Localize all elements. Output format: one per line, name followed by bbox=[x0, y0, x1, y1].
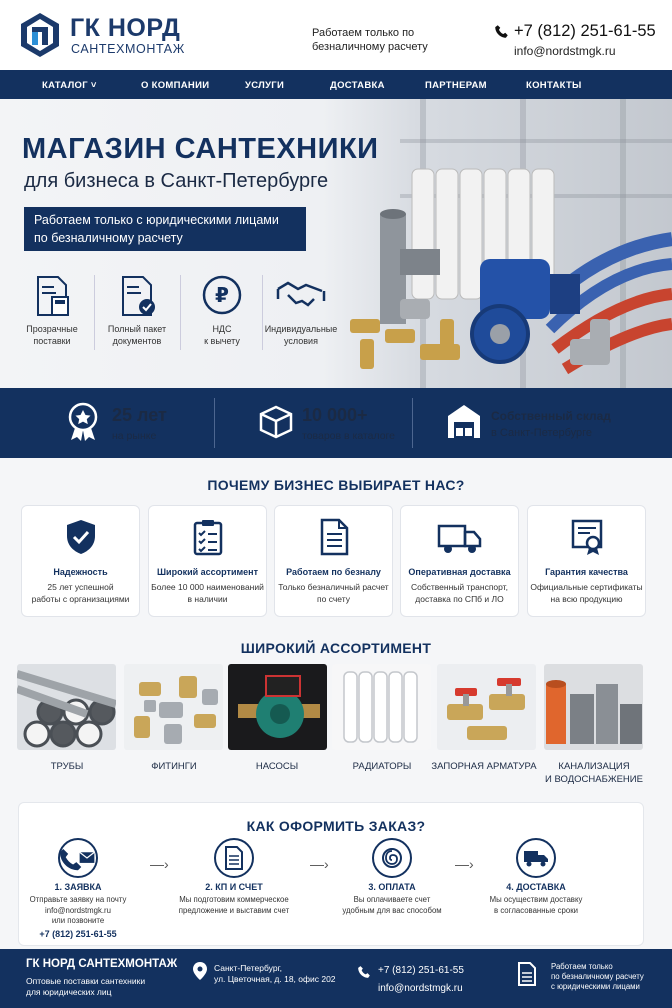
why-card-quality bbox=[527, 505, 646, 617]
order-step-delivery bbox=[476, 838, 596, 916]
feature-label: Индивидуальные bbox=[264, 324, 338, 334]
calculator-doc-icon bbox=[32, 275, 72, 317]
stat-years-number: 25 лет bbox=[112, 405, 167, 425]
why-card-text: Собственный транспорт, bbox=[410, 582, 508, 592]
range-label-pipes[interactable]: ТРУБЫ bbox=[50, 761, 84, 772]
main-nav bbox=[0, 70, 672, 99]
header-email[interactable]: info@nordstmgk.ru bbox=[514, 44, 616, 58]
why-card-title: Оперативная доставка bbox=[408, 567, 511, 577]
footer-note-line: с юридическими лицами bbox=[551, 982, 640, 991]
order-step-phone[interactable]: +7 (812) 251-61-55 bbox=[39, 928, 117, 939]
handshake-icon bbox=[276, 275, 326, 317]
stat-products-number: 10 000+ bbox=[302, 405, 368, 425]
order-step-text: предложение и выставим счет bbox=[178, 905, 290, 915]
product-pipes-image[interactable] bbox=[17, 664, 116, 750]
arrow-icon: —› bbox=[455, 856, 474, 872]
nav-item-delivery[interactable]: ДОСТАВКА bbox=[330, 80, 385, 91]
arrow-icon: —› bbox=[150, 856, 169, 872]
header-phone[interactable]: +7 (812) 251-61-55 bbox=[514, 22, 656, 40]
header-note: Работаем только по безналичному расчету bbox=[312, 27, 428, 53]
why-card-text: Более 10 000 наименований bbox=[151, 582, 264, 592]
order-step-request bbox=[18, 838, 138, 939]
feature-documents bbox=[97, 275, 177, 347]
footer-note-line: Работаем только bbox=[551, 962, 613, 971]
order-step-text: Вы оплачиваете счет bbox=[353, 895, 431, 904]
order-step-text: или позвоните bbox=[51, 916, 105, 925]
why-card-cashless bbox=[274, 505, 393, 617]
order-step-title: 4. ДОСТАВКА bbox=[506, 882, 566, 892]
feature-label: условия bbox=[284, 336, 318, 346]
footer-note-line: по безналичному расчету bbox=[551, 972, 644, 981]
why-section-title: ПОЧЕМУ БИЗНЕС ВЫБИРАЕТ НАС? bbox=[207, 477, 465, 493]
clipboard-list-icon bbox=[191, 518, 225, 556]
order-step-text: Мы осуществим доставку bbox=[489, 895, 583, 904]
why-card-text: доставка по СПб и ЛО bbox=[415, 594, 504, 604]
nav-item-contacts[interactable]: КОНТАКТЫ bbox=[526, 80, 582, 91]
footer-address-line: Санкт-Петербург, bbox=[214, 963, 282, 973]
range-label-radiators[interactable]: РАДИАТОРЫ bbox=[352, 761, 412, 772]
why-card-text: 25 лет успешной bbox=[47, 582, 114, 592]
warehouse-icon bbox=[446, 402, 482, 440]
why-card-text: в наличии bbox=[187, 594, 228, 604]
order-section-title: КАК ОФОРМИТЬ ЗАКАЗ? bbox=[246, 818, 426, 834]
order-step-email[interactable]: info@nordstmgk.ru bbox=[45, 905, 111, 915]
footer-email[interactable]: info@nordstmgk.ru bbox=[378, 983, 463, 994]
order-step-text: Отправьте заявку на почту bbox=[29, 895, 127, 904]
footer-phone[interactable]: +7 (812) 251-61-55 bbox=[378, 965, 464, 976]
hero-title: МАГАЗИН САНТЕХНИКИ bbox=[22, 133, 379, 165]
why-card-text: работы с организациями bbox=[31, 594, 130, 604]
shield-check-icon bbox=[64, 518, 98, 556]
why-card-title: Надежность bbox=[53, 567, 108, 577]
order-step-title: 3. ОПЛАТА bbox=[368, 882, 416, 892]
document-icon bbox=[518, 962, 536, 986]
arrow-icon: —› bbox=[310, 856, 329, 872]
why-card-title: Широкий ассортимент bbox=[157, 567, 258, 577]
ruble-icon bbox=[202, 275, 242, 317]
feature-label: НДС bbox=[212, 324, 232, 334]
range-label-pumps[interactable]: НАСОСЫ bbox=[255, 761, 299, 772]
plumbing-products-image bbox=[340, 159, 672, 388]
document-icon bbox=[317, 518, 351, 556]
footer-address bbox=[214, 963, 336, 985]
order-step-text: удобным для вас способом bbox=[342, 905, 442, 915]
feature-label: Полный пакет bbox=[107, 324, 167, 334]
nav-item-about[interactable]: О КОМПАНИИ bbox=[141, 80, 210, 91]
range-section-title: ШИРОКИЙ АССОРТИМЕНТ bbox=[240, 640, 432, 656]
hero-callout-line2: по безналичному расчету bbox=[34, 231, 183, 245]
product-pumps-image[interactable] bbox=[228, 664, 327, 750]
hero-callout bbox=[24, 207, 306, 251]
why-card-text: на всю продукцию bbox=[550, 594, 623, 604]
feature-label: поставки bbox=[33, 336, 71, 346]
logo-icon[interactable] bbox=[20, 12, 60, 58]
brand-subtitle: САНТЕХМОНТАЖ bbox=[71, 42, 185, 56]
phone-icon bbox=[494, 24, 509, 39]
feature-label: документов bbox=[112, 336, 162, 346]
brand-name[interactable]: ГК НОРД bbox=[70, 14, 181, 42]
certificate-icon bbox=[570, 518, 604, 556]
footer-desc-line: Оптовые поставки сантехники bbox=[26, 976, 146, 986]
range-label-sewage[interactable] bbox=[539, 760, 649, 786]
footer-address-line: ул. Цветочная, д. 18, офис 202 bbox=[214, 974, 336, 984]
phone-mail-icon bbox=[58, 838, 98, 878]
svg-text:₽: ₽ bbox=[215, 283, 229, 307]
feature-individual bbox=[260, 275, 342, 347]
phone-icon bbox=[357, 965, 371, 979]
range-label-fittings[interactable]: ФИТИНГИ bbox=[151, 761, 197, 772]
product-sewage-image[interactable] bbox=[544, 664, 643, 750]
order-step-title: 2. КП И СЧЕТ bbox=[205, 882, 263, 892]
product-radiators-image[interactable] bbox=[332, 664, 431, 750]
product-fittings-image[interactable] bbox=[124, 664, 223, 750]
footer-note bbox=[551, 962, 644, 992]
range-label-line: КАНАЛИЗАЦИЯ bbox=[558, 761, 630, 772]
footer-desc bbox=[26, 976, 145, 998]
feature-vat bbox=[182, 275, 262, 347]
range-label-line: И ВОДОСНАБЖЕНИЕ bbox=[545, 774, 643, 785]
why-card-text: Только безналичный расчет bbox=[278, 582, 389, 592]
order-step-title: 1. ЗАЯВКА bbox=[54, 882, 102, 892]
nav-item-partners[interactable]: ПАРТНЕРАМ bbox=[425, 80, 487, 91]
order-step-offer bbox=[174, 838, 294, 916]
why-card-title: Работаем по безналу bbox=[286, 567, 381, 577]
feature-label: Прозрачные bbox=[26, 324, 78, 334]
box-icon bbox=[258, 404, 294, 440]
stat-warehouse-text: в Санкт-Петербурге bbox=[491, 427, 593, 439]
why-card-reliability bbox=[21, 505, 140, 617]
invoice-icon bbox=[214, 838, 254, 878]
product-valves-image[interactable] bbox=[437, 664, 536, 750]
footer-brand: ГК НОРД САНТЕХМОНТАЖ bbox=[26, 958, 178, 970]
why-card-assortment bbox=[148, 505, 267, 617]
order-step-text: в согласованные сроки bbox=[494, 905, 578, 915]
location-pin-icon bbox=[193, 962, 207, 980]
why-card-text: Официальные сертификаты bbox=[530, 582, 643, 592]
why-card-delivery bbox=[400, 505, 519, 617]
stat-years-text: на рынке bbox=[112, 430, 157, 442]
nav-item-services[interactable]: УСЛУГИ bbox=[245, 80, 285, 91]
nav-item-catalog[interactable]: КАТАЛОГ ˅ bbox=[42, 80, 97, 91]
order-step-payment bbox=[332, 838, 452, 916]
footer-desc-line: для юридических лиц bbox=[26, 987, 112, 997]
why-card-title: Гарантия качества bbox=[545, 567, 628, 577]
truck-icon bbox=[437, 518, 483, 556]
hero-subtitle: для бизнеса в Санкт-Петербурге bbox=[24, 170, 329, 192]
payment-icon bbox=[372, 838, 412, 878]
hero-callout-line1: Работаем только с юридическими лицами bbox=[34, 213, 279, 227]
order-step-text: Мы подготовим коммерческое bbox=[179, 895, 289, 904]
range-label-valves[interactable]: ЗАПОРНАЯ АРМАТУРА bbox=[431, 761, 537, 772]
feature-transparent bbox=[12, 275, 92, 347]
stat-warehouse-title: Собственный склад bbox=[491, 409, 611, 423]
delivery-truck-icon bbox=[516, 838, 556, 878]
why-card-text: по счету bbox=[317, 594, 350, 604]
award-icon bbox=[66, 402, 100, 442]
stat-products-text: товаров в каталоге bbox=[302, 430, 395, 442]
doc-check-icon bbox=[117, 275, 157, 317]
feature-label: к вычету bbox=[204, 336, 240, 346]
